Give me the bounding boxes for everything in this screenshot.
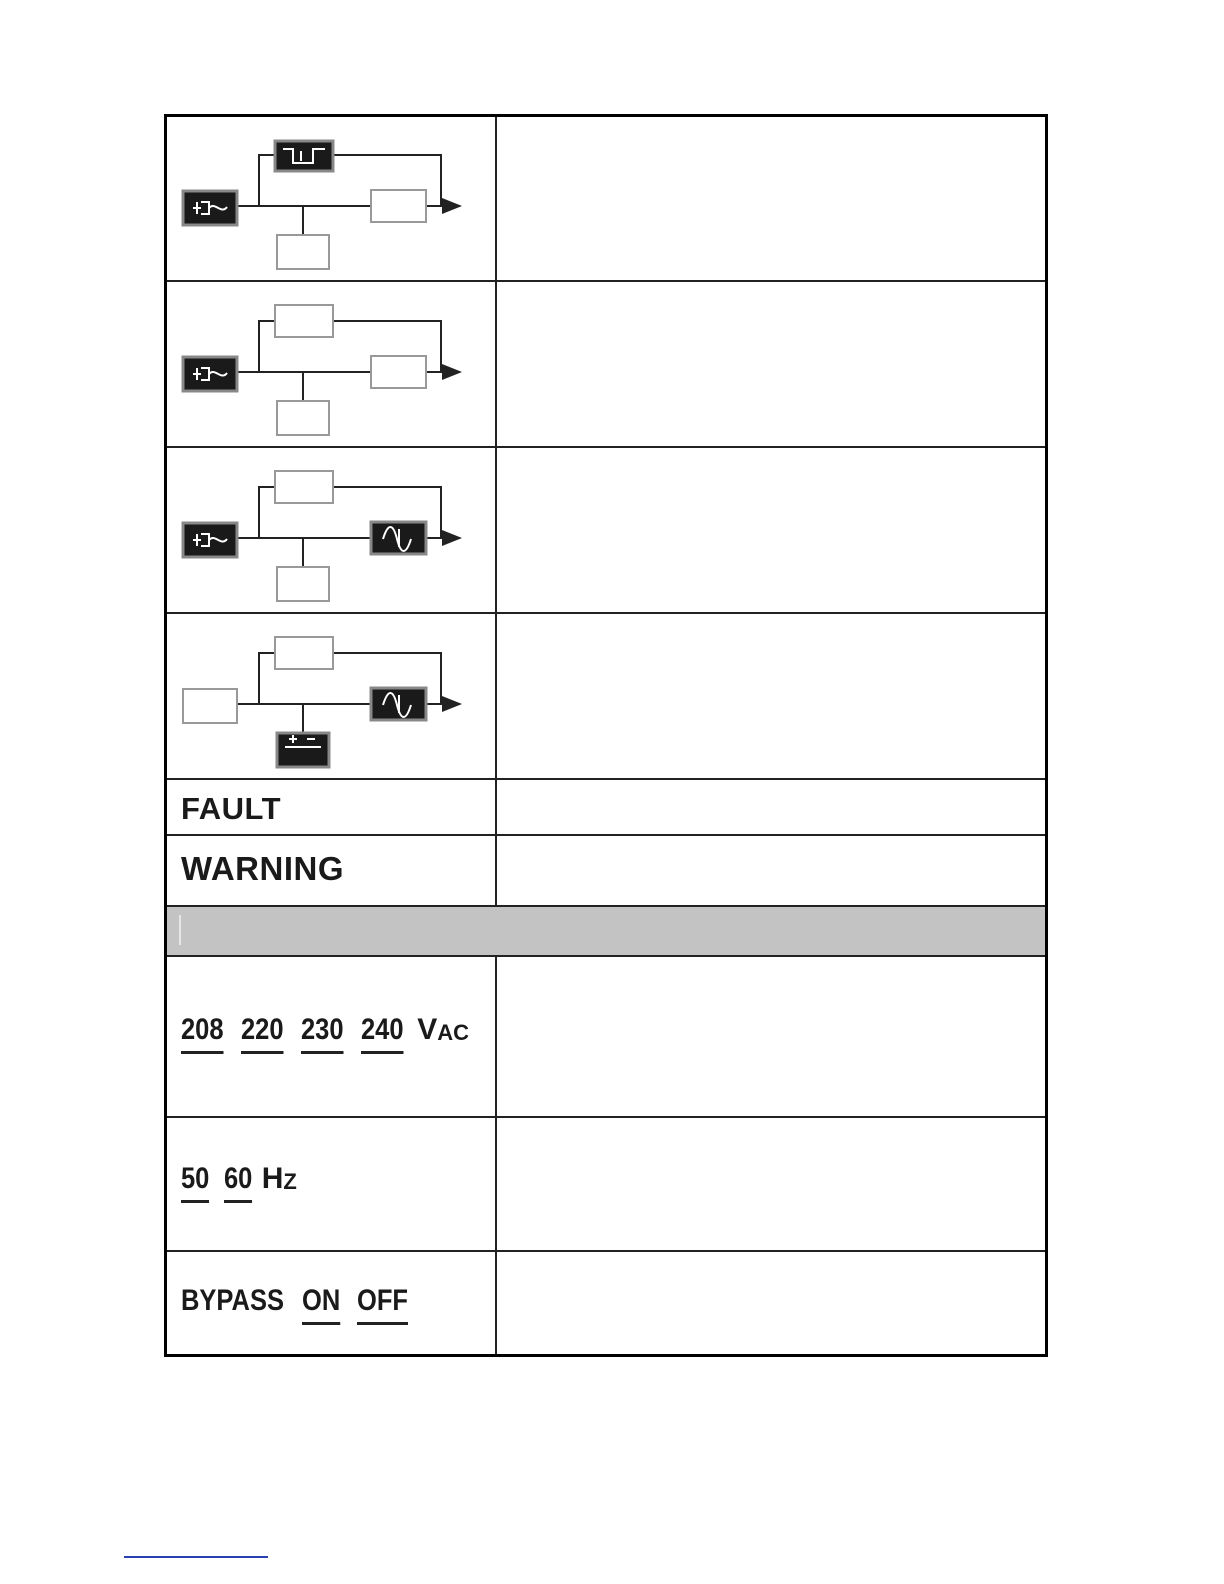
standby-mode-diagram — [175, 291, 475, 441]
frequency-option-50[interactable]: 50 — [181, 1162, 209, 1203]
voltage-options — [181, 1013, 469, 1054]
inverter-box — [371, 190, 426, 222]
row-divider — [167, 446, 1045, 448]
frequency-unit: H — [261, 1162, 284, 1195]
footer-link-underline[interactable] — [124, 1556, 268, 1558]
battery-box — [277, 567, 329, 601]
frequency-option-60[interactable]: 60 — [224, 1162, 252, 1203]
bypass-option-on[interactable]: ON — [302, 1284, 340, 1325]
row-battery-mode — [167, 615, 1045, 778]
bypass-option-off[interactable]: OFF — [357, 1284, 408, 1325]
row-warning — [167, 836, 1045, 905]
row-divider — [167, 612, 1045, 614]
bypass-box — [275, 471, 333, 503]
line-mode-diagram — [175, 457, 475, 607]
voltage-option-220[interactable]: 220 — [241, 1013, 284, 1054]
row-frequency-setting — [167, 1118, 1045, 1250]
bypass-mode-diagram — [175, 125, 475, 275]
row-voltage-setting — [167, 957, 1045, 1116]
band-marker — [179, 915, 181, 945]
bypass-options — [181, 1284, 417, 1325]
row-standby-mode — [167, 283, 1045, 446]
row-fault — [167, 781, 1045, 834]
battery-box — [277, 235, 329, 269]
lcd-icon-table — [164, 114, 1048, 1357]
row-divider — [167, 778, 1045, 780]
battery-box — [277, 401, 329, 435]
row-bypass-mode — [167, 117, 1045, 280]
mains-box — [183, 689, 237, 723]
voltage-option-208[interactable]: 208 — [181, 1013, 224, 1054]
bypass-box — [275, 305, 333, 337]
voltage-option-240[interactable]: 240 — [361, 1013, 404, 1054]
bypass-switch-icon — [275, 141, 333, 171]
frequency-unit-sub: Z — [283, 1169, 297, 1194]
inverter-box — [371, 356, 426, 388]
voltage-unit: V — [417, 1013, 438, 1046]
warning-label: WARNING — [181, 850, 344, 887]
bypass-label: BYPASS — [181, 1284, 284, 1317]
battery-icon — [277, 733, 329, 767]
row-bypass-setting — [167, 1252, 1045, 1354]
battery-mode-diagram — [175, 623, 475, 773]
frequency-options — [181, 1162, 297, 1203]
bypass-box — [275, 637, 333, 669]
row-line-mode — [167, 449, 1045, 612]
voltage-unit-sub: AC — [437, 1020, 470, 1045]
voltage-option-230[interactable]: 230 — [301, 1013, 344, 1054]
fault-label: FAULT — [181, 791, 282, 826]
section-header-band — [167, 907, 1045, 955]
row-divider — [167, 280, 1045, 282]
